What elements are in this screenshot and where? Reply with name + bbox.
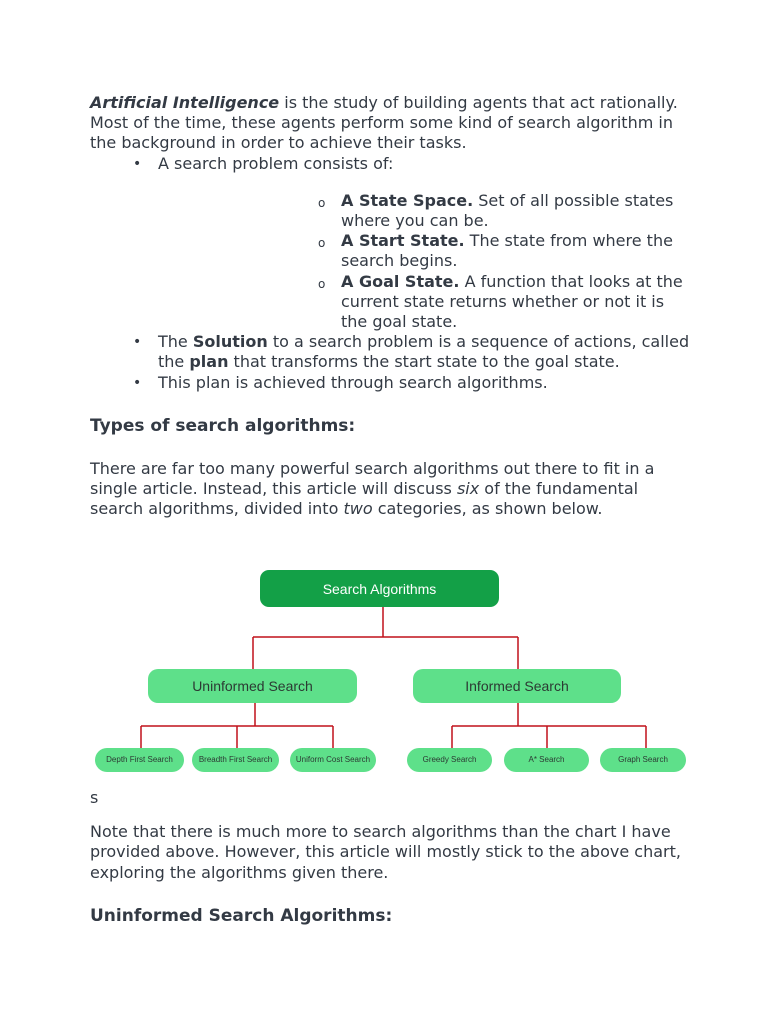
sub-list [158,191,690,332]
bullet-list [90,154,690,393]
intro-text: is the study of building agents that act rationally. Most of the time, these agents perform some kind of search algorithm in the background in order to achieve their tasks. [90,93,678,153]
types-em-two: two [343,499,373,519]
section-heading-uninformed: Uninformed Search Algorithms: [90,905,393,926]
intro-paragraph [90,93,690,154]
node-uninformed-search: Uninformed Search [148,669,357,703]
types-text-1: There are far too many powerful search algorithms out there to fit in a single article. Instead, this article will discuss [90,458,655,499]
bullet-1-text: A search problem consists of: [158,153,394,173]
node-informed-search: Informed Search [413,669,621,703]
list-item [90,373,690,393]
search-algorithms-diagram [94,568,688,778]
sub-item-goal-state [158,272,690,333]
b2-pre: The [158,332,193,352]
node-graph-search: Graph Search [600,748,686,772]
sub-item-state-space [158,191,690,231]
sub-item-start-state [158,231,690,271]
types-text-2: of the fundamental search algorithms, divided into [90,479,639,519]
intro-term: Artificial Intelligence [90,93,280,112]
list-item [90,154,690,333]
b2-plan: plan [189,352,229,372]
list-item [90,332,690,372]
node-breadth-first-search: Breadth First Search [192,748,279,772]
article-tail [90,788,690,927]
sub-item-title: A Start State. [341,231,465,251]
note-paragraph: Note that there is much more to search algorithms than the chart I have provided above. However, this article will mostly stick to the above chart, exploring the algorithms given there. [90,822,681,882]
stray-character: s [90,788,99,807]
types-em-six: six [456,479,480,499]
article-body [90,93,690,519]
node-uniform-cost-search: Uniform Cost Search [290,748,376,772]
node-search-algorithms: Search Algorithms [260,570,499,607]
bullet-3-text: This plan is achieved through search algorithms. [158,372,548,392]
sub-item-text: Set of all possible states where you can be. [341,190,674,231]
sub-item-text: The state from where the search begins. [341,231,673,271]
node-depth-first-search: Depth First Search [95,748,184,772]
sub-item-text: A function that looks at the current state returns whether or not it is the goal state. [341,271,683,332]
sub-item-title: A State Space. [341,190,474,210]
node-a-star-search: A* Search [504,748,589,772]
types-paragraph [90,459,690,520]
node-greedy-search: Greedy Search [407,748,492,772]
types-text-3: categories, as shown below. [372,499,603,519]
section-heading-types: Types of search algorithms: [90,415,356,436]
sub-item-title: A Goal State. [341,271,460,291]
b2-solution: Solution [192,332,268,352]
b2-post: that transforms the start state to the goal state. [228,352,620,372]
b2-mid: to a search problem is a sequence of actions, called the [158,332,690,372]
